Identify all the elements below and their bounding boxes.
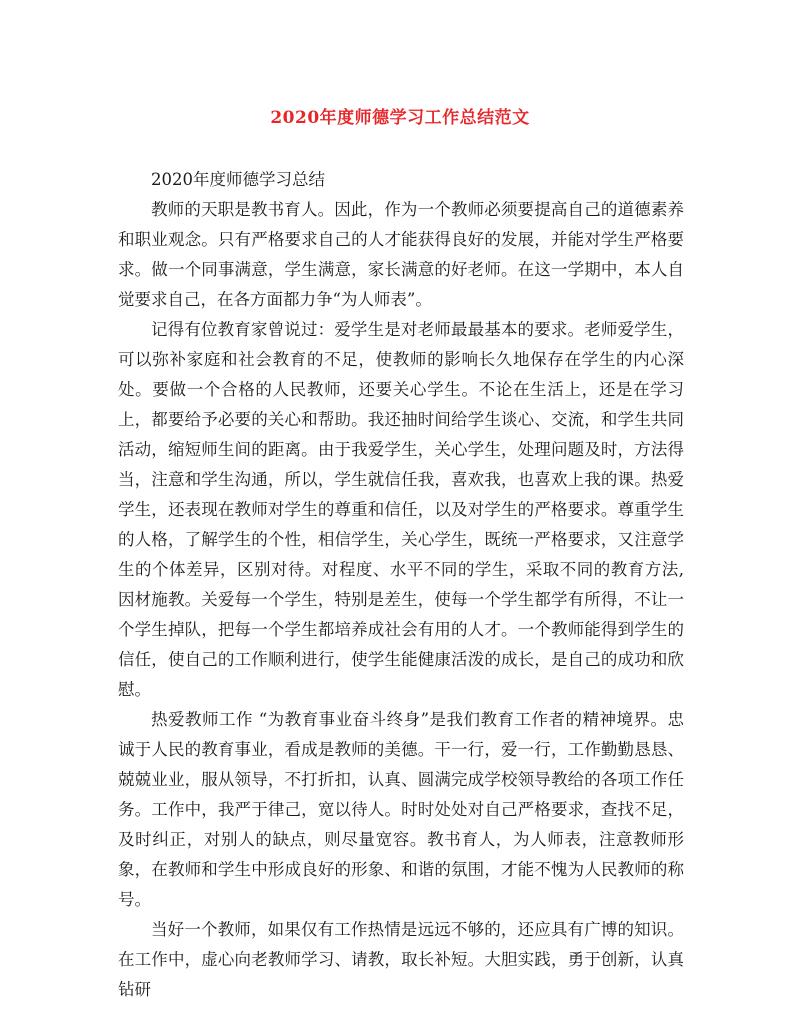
paragraph: 教师的天职是教书育人。因此，作为一个教师必须要提高自己的道德素养和职业观念。只有严格要求自己的人才能获得良好的发展，并能对学生严格要求。做一个同事满意，学生满意，家长满意的好老师。在这一学期中，本人自觉要求自己，在各方面都力争“为人师表”。 <box>118 200 684 309</box>
paragraph: 当好一个教师，如果仅有工作热情是远远不够的，还应具有广博的知识。在工作中，虚心向老教师学习、请教，取长补短。大胆实践，勇于创新，认真钻研 <box>118 920 684 999</box>
paragraph: 记得有位教育家曾说过：爱学生是对老师最最基本的要求。老师爱学生，可以弥补家庭和社会教育的不足，使教师的影响长久地保存在学生的内心深处。要做一个合格的人民教师，还要关心学生。不论在生活上，还是在学习上，都要给予必要的关心和帮助。我还抽时间给学生谈心、交流，和学生共同活动，缩短师生间的距离。由于我爱学生，关心学生，处理问题及时，方法得当，注意和学生沟通，所以，学生就信任我，喜欢我，也喜欢上我的课。热爱学生，还表现在教师对学生的尊重和信任，以及对学生的严格要求。尊重学生的人格，了解学生的个性，相信学生，关心学生，既统一严格要求，又注意学生的个体差异，区别对待。对程度、水平不同的学生，采取不同的教育方法,因材施教。关爱每一个学生，特别是差生，使每一个学生都学有所得，不让一个学生掉队，把每一个学生都培养成社会有用的人才。一个教师能得到学生的信任，使自己的工作顺利进行，使学生能健康活泼的成长，是自己的成功和欣慰。 <box>118 320 684 699</box>
document-body <box>118 165 684 1005</box>
paragraph-subtitle: 2020年度师德学习总结 <box>151 170 325 189</box>
paragraph: 热爱教师工作 “为教育事业奋斗终身”是我们教育工作者的精神境界。忠诚于人民的教育事业，看成是教师的美德。干一行，爱一行，工作勤勤恳恳、兢兢业业，服从领导，不打折扣，认真、圆满完成学校领导教给的各项工作任务。工作中，我严于律己，宽以待人。时时处处对自己严格要求，查找不足，及时纠正，对别人的缺点，则尽量宽容。教书育人，为人师表，注意教师形象，在教师和学生中形成良好的形象、和谐的氛围，才能不愧为人民教师的称号。 <box>118 710 684 909</box>
document-title: 2020年度师德学习工作总结范文 <box>270 108 530 128</box>
